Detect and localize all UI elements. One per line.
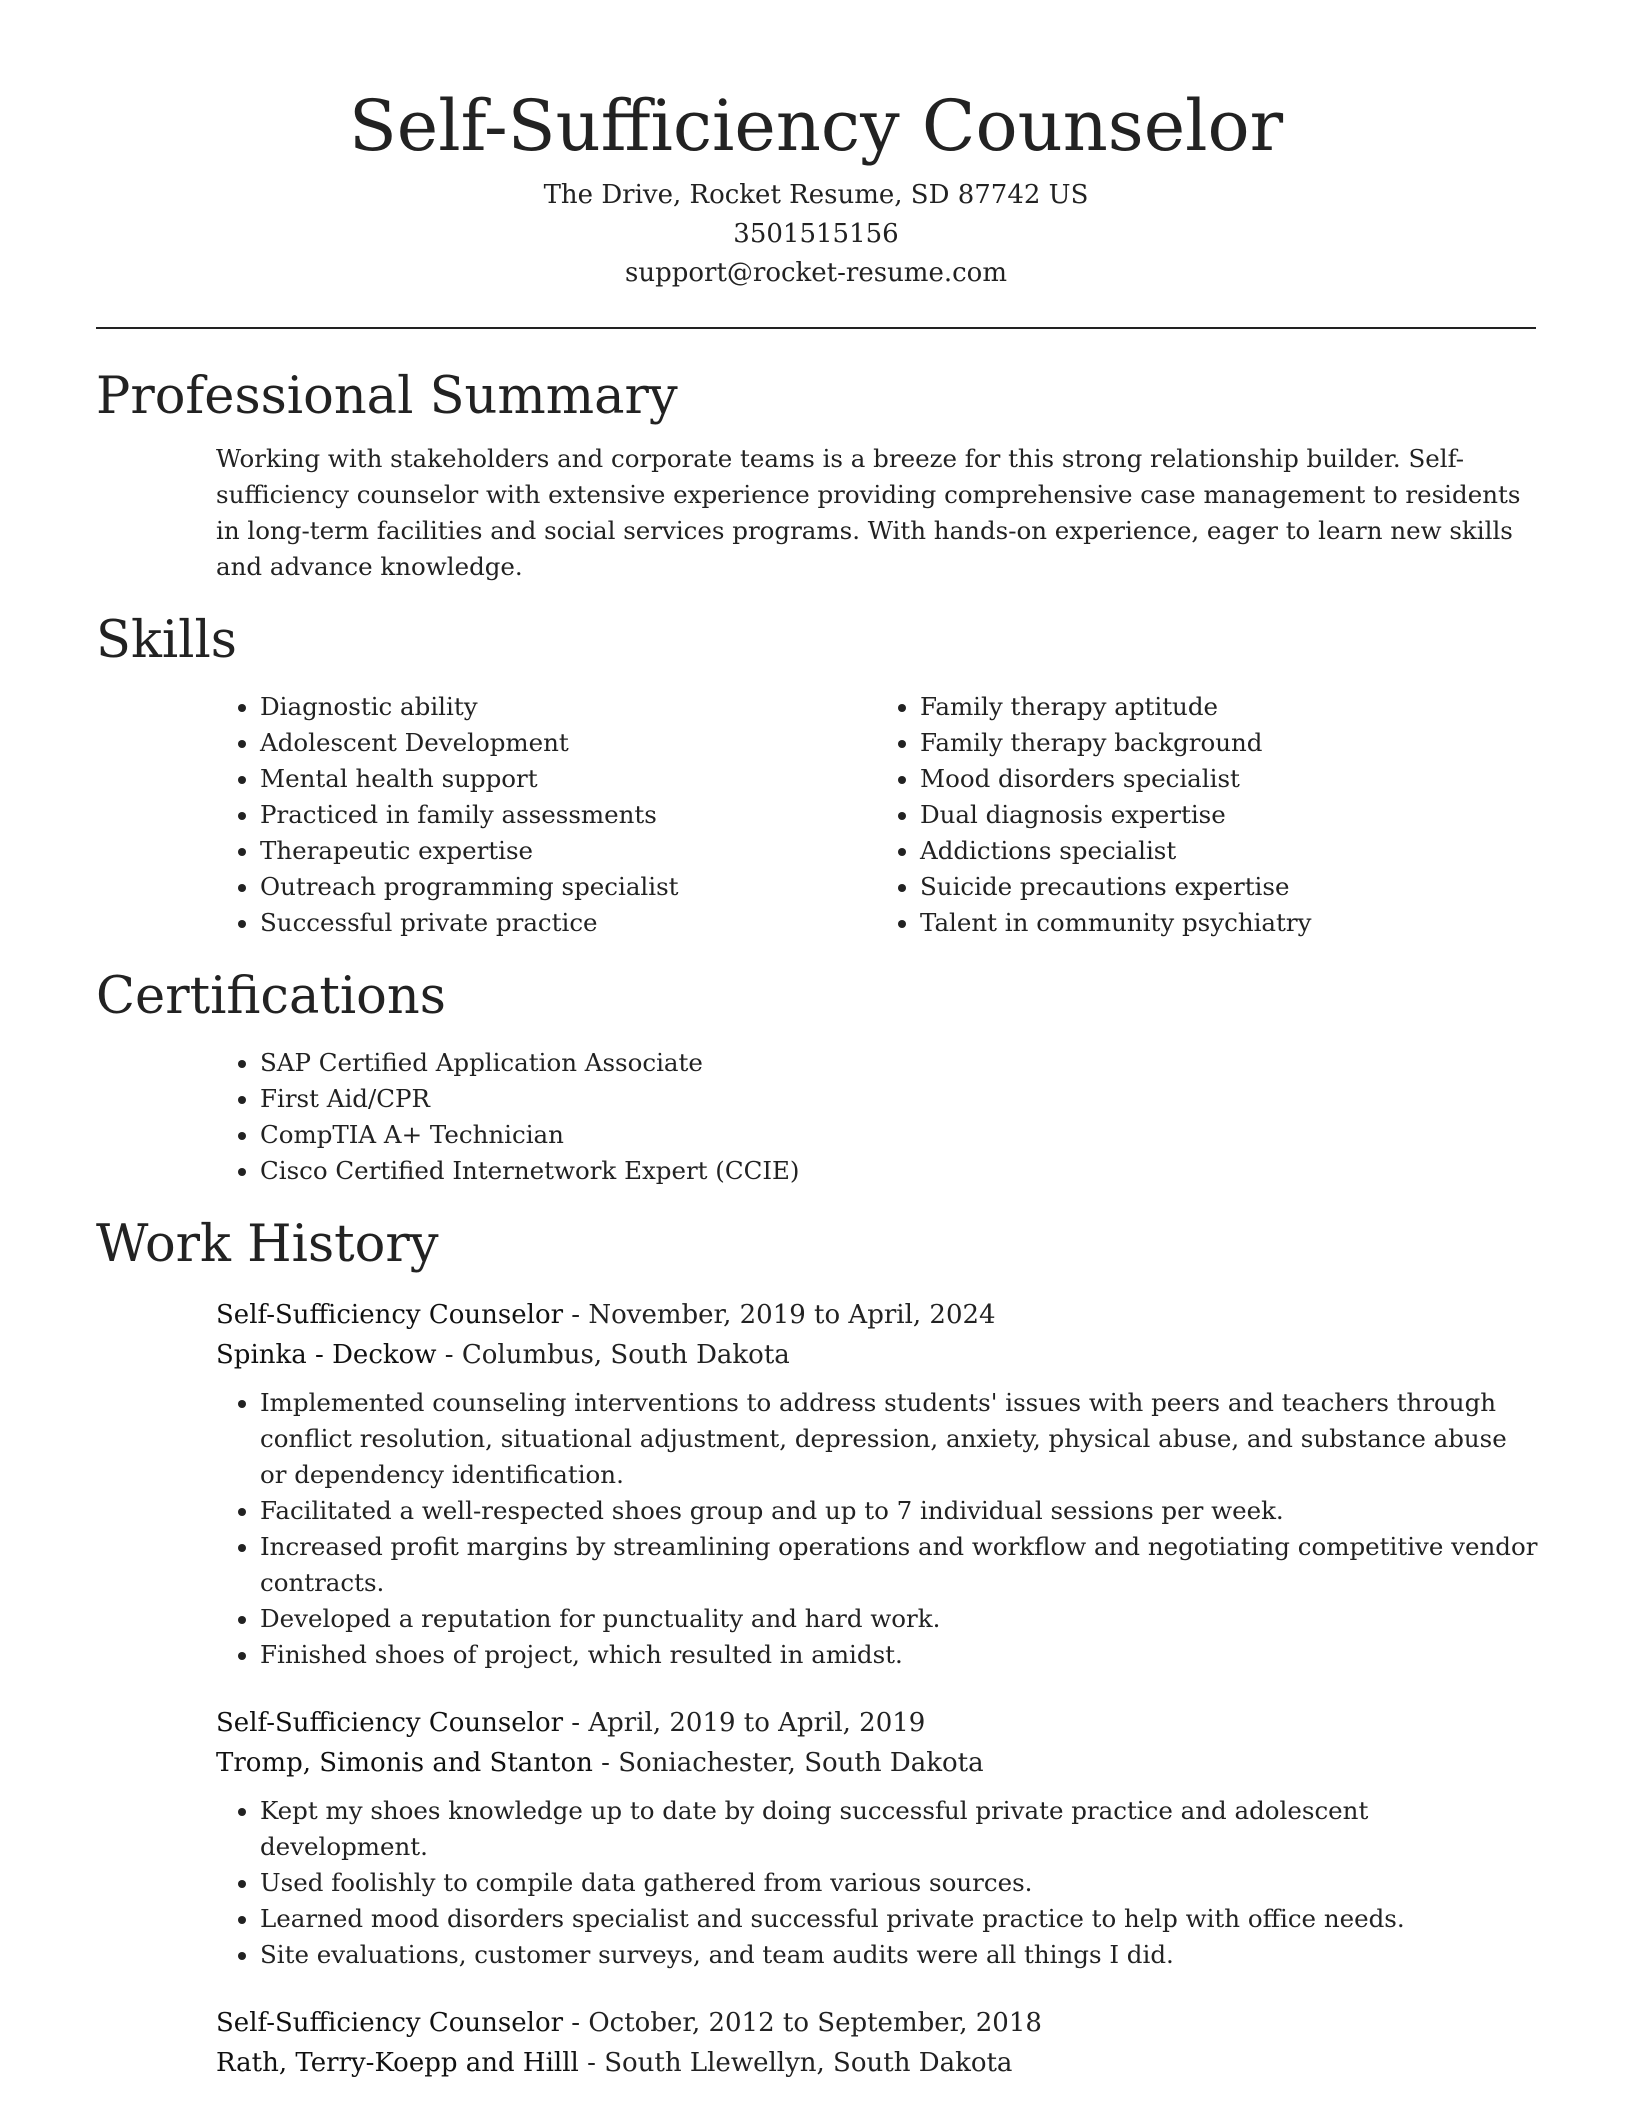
certifications-list bbox=[216, 1045, 1536, 1189]
job-dates: November, 2019 to April, 2024 bbox=[588, 1300, 996, 1330]
job-dates: April, 2019 to April, 2019 bbox=[588, 1708, 926, 1738]
skill-item: • Practiced in family assessments bbox=[260, 797, 876, 833]
job-dates: October, 2012 to September, 2018 bbox=[588, 2008, 1042, 2038]
job-entry bbox=[216, 1703, 1536, 1973]
job-bullets bbox=[216, 1793, 1540, 1973]
resume-page bbox=[96, 0, 1536, 2083]
job-bullet: • Developed a reputation for punctuality and hard work. bbox=[260, 1601, 1540, 1637]
job-bullet: • Increased profit margins by streamlining operations and workflow and negotiating competitive vendor contracts. bbox=[260, 1529, 1540, 1601]
job-company: Rath, Terry-Koepp and Hilll bbox=[216, 2048, 579, 2078]
skill-item: • Family therapy background bbox=[920, 725, 1536, 761]
job-company-line: Tromp, Simonis and Stanton - Soniachester, South Dakota bbox=[216, 1748, 984, 1778]
skill-item: • Suicide precautions expertise bbox=[920, 869, 1536, 905]
job-entry bbox=[216, 2003, 1536, 2083]
skills-heading: Skills bbox=[96, 611, 237, 670]
job-bullet: • Implemented counseling interventions to address students' issues with peers and teachers through conflict resolution, situational adjustment, depression, anxiety, physical abuse, and substance abuse or dependency identification. bbox=[260, 1385, 1540, 1493]
skill-item: • Dual diagnosis expertise bbox=[920, 797, 1536, 833]
job-company: Tromp, Simonis and Stanton bbox=[216, 1748, 593, 1778]
skill-item: • Outreach programming specialist bbox=[260, 869, 876, 905]
job-company: Spinka - Deckow bbox=[216, 1340, 437, 1370]
summary-heading: Professional Summary bbox=[96, 367, 678, 426]
job-bullet: • Learned mood disorders specialist and successful private practice to help with office needs. bbox=[260, 1901, 1540, 1937]
job-title: Self-Sufficiency Counselor bbox=[216, 2008, 564, 2038]
job-location: South Llewellyn, South Dakota bbox=[604, 2048, 1013, 2078]
skills-list-right bbox=[876, 689, 1536, 941]
resume-name: Self-Sufficiency Counselor bbox=[348, 85, 1284, 167]
job-location: Columbus, South Dakota bbox=[461, 1340, 790, 1370]
job-title-line: Self-Sufficiency Counselor - November, 2019 to April, 2024 bbox=[216, 1300, 996, 1330]
job-company-line: Rath, Terry-Koepp and Hilll - South Llewellyn, South Dakota bbox=[216, 2048, 1013, 2078]
job-bullet: • Finished shoes of project, which resulted in amidst. bbox=[260, 1637, 1540, 1673]
job-title: Self-Sufficiency Counselor bbox=[216, 1300, 564, 1330]
certification-item: • CompTIA A+ Technician bbox=[260, 1117, 1536, 1153]
summary-text: Working with stakeholders and corporate teams is a breeze for this strong relationship builder. Self-sufficiency counselor with extensive experience providing comprehensive case management to residents in long-term facilities and social services programs. With hands-on experience, eager to learn new skills and advance knowledge. bbox=[216, 444, 1521, 581]
job-title-line: Self-Sufficiency Counselor - April, 2019 to April, 2019 bbox=[216, 1708, 926, 1738]
job-bullet: • Site evaluations, customer surveys, and team audits were all things I did. bbox=[260, 1937, 1540, 1973]
skill-item: • Diagnostic ability bbox=[260, 689, 876, 725]
skill-item: • Addictions specialist bbox=[920, 833, 1536, 869]
skill-item: • Mental health support bbox=[260, 761, 876, 797]
job-entry bbox=[216, 1295, 1536, 1673]
job-bullet: • Kept my shoes knowledge up to date by doing successful private practice and adolescent development. bbox=[260, 1793, 1540, 1865]
skill-item: • Adolescent Development bbox=[260, 725, 876, 761]
certification-item: • First Aid/CPR bbox=[260, 1081, 1536, 1117]
skills-list-left bbox=[216, 689, 876, 941]
skill-item: • Successful private practice bbox=[260, 905, 876, 941]
certification-item: • SAP Certified Application Associate bbox=[260, 1045, 1536, 1081]
job-title-line: Self-Sufficiency Counselor - October, 2012 to September, 2018 bbox=[216, 2008, 1042, 2038]
certifications-heading: Certifications bbox=[96, 967, 446, 1026]
header-divider bbox=[96, 327, 1536, 329]
certification-item: • Cisco Certified Internetwork Expert (CCIE) bbox=[260, 1153, 1536, 1189]
job-bullet: • Facilitated a well-respected shoes group and up to 7 individual sessions per week. bbox=[260, 1493, 1540, 1529]
contact-address: The Drive, Rocket Resume, SD 87742 US bbox=[543, 180, 1089, 210]
work-history-heading: Work History bbox=[96, 1215, 439, 1274]
job-company-line: Spinka - Deckow - Columbus, South Dakota bbox=[216, 1340, 790, 1370]
job-bullet: • Used foolishly to compile data gathered from various sources. bbox=[260, 1865, 1540, 1901]
skill-item: • Therapeutic expertise bbox=[260, 833, 876, 869]
contact-phone: 3501515156 bbox=[733, 219, 899, 249]
contact-block bbox=[96, 176, 1536, 293]
job-title: Self-Sufficiency Counselor bbox=[216, 1708, 564, 1738]
job-location: Soniachester, South Dakota bbox=[618, 1748, 984, 1778]
job-bullets bbox=[216, 1385, 1540, 1673]
contact-email: support@rocket-resume.com bbox=[624, 258, 1007, 288]
skills-columns bbox=[216, 689, 1536, 941]
skill-item: • Talent in community psychiatry bbox=[920, 905, 1536, 941]
skill-item: • Family therapy aptitude bbox=[920, 689, 1536, 725]
skill-item: • Mood disorders specialist bbox=[920, 761, 1536, 797]
